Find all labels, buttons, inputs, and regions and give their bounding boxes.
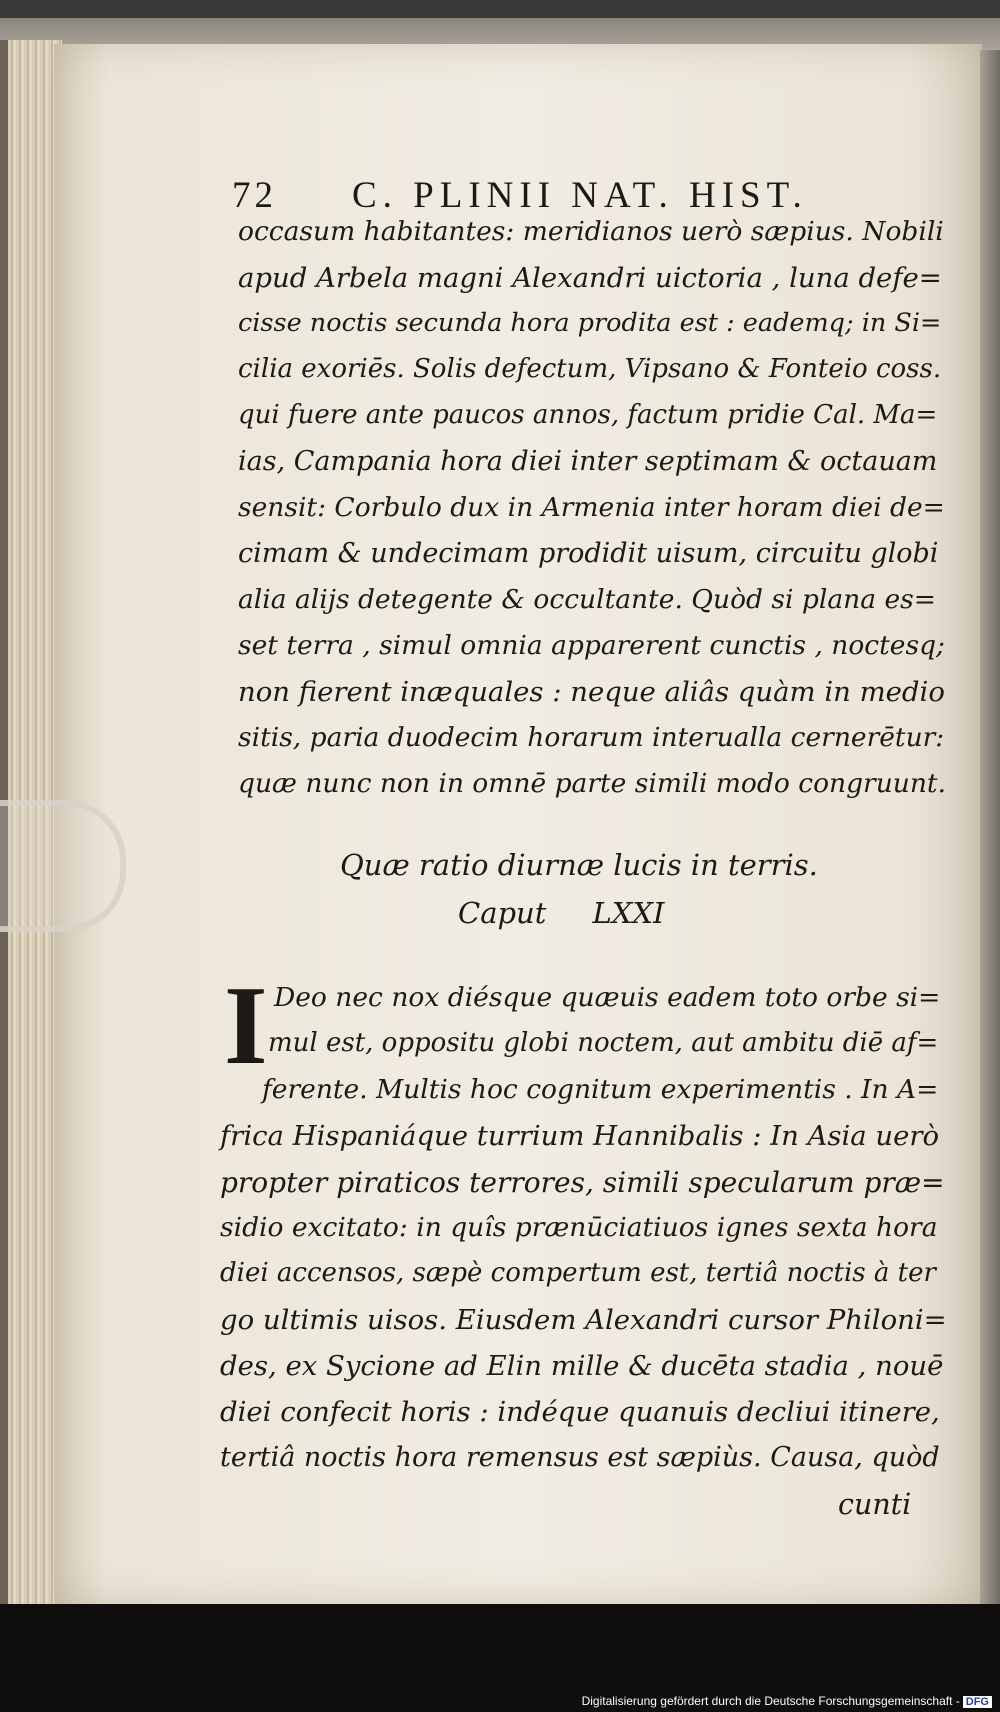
text-line: des, ex Sycione ad Elin mille & ducēta stadia , nouē (220, 1350, 944, 1382)
catchword: cunti (838, 1488, 912, 1521)
text-line: tertiâ noctis hora remensus est sæpiùs. Causa, quòd (220, 1442, 940, 1473)
right-cover-edge (980, 50, 1000, 1610)
page-number: 72 (232, 175, 277, 216)
text-line: diei accensos, sæpè compertum est, tertiâ noctis à ter (220, 1258, 936, 1288)
digitization-credit (582, 1694, 992, 1708)
text-line: set terra , simul omnia apparerent cunctis , noctesq; (238, 630, 945, 661)
text-line: Deo nec nox diésque quæuis eadem toto orbe si= (274, 982, 941, 1013)
text-line: propter piraticos terrores, simili specularum præ= (220, 1166, 945, 1199)
text-line: occasum habitantes: meridianos uerò sæpius. Nobili (238, 216, 944, 247)
text-line: ias, Campania hora diei inter septimam & octauam (238, 446, 938, 477)
text-line: sidio excitato: in quîs prænūciatiuos ignes sexta hora (220, 1212, 938, 1243)
text-line: ferente. Multis hoc cognitum experimentis . In A= (262, 1074, 939, 1105)
text-line: quæ nunc non in omnē parte simili modo congruunt. (238, 768, 946, 799)
text-line: cisse noctis secunda hora prodita est : eademq; in Si= (238, 308, 942, 338)
text-line: go ultimis uisos. Eiusdem Alexandri cursor Philoni= (220, 1304, 947, 1336)
page-clip (0, 800, 126, 932)
running-header (232, 174, 872, 218)
text-line: non fierent inæquales : neque aliâs quàm in medio (238, 676, 945, 708)
dfg-logo: DFG (963, 1696, 992, 1708)
drop-cap: I (224, 964, 268, 1088)
text-line: cilia exoriēs. Solis defectum, Vipsano & Fonteio coss. (238, 354, 942, 384)
text-line: sitis, paria duodecim horarum interualla cernerētur: (238, 722, 945, 753)
text-line: qui fuere ante paucos annos, factum pridie Cal. Ma= (238, 400, 938, 430)
running-title: C. PLINII NAT. HIST. (352, 175, 808, 216)
chapter-title: Quæ ratio diurnæ lucis in terris. (340, 848, 818, 882)
chapter-number: Caput LXXI (458, 896, 665, 930)
text-line: sensit: Corbulo dux in Armenia inter horam diei de= (238, 492, 945, 523)
text-line: diei confecit horis : indéque quanuis decliui itinere, (220, 1396, 940, 1428)
text-line: alia alijs detegente & occultante. Quòd si plana es= (238, 584, 936, 615)
text-line: frica Hispaniáque turrium Hannibalis : In Asia uerò (220, 1120, 940, 1152)
text-line: cimam & undecimam prodidit uisum, circuitu globi (238, 538, 939, 569)
text-line: apud Arbela magni Alexandri uictoria , luna defe= (238, 262, 942, 294)
text-line: mul est, oppositu globi noctem, aut ambitu diē af= (268, 1028, 939, 1058)
credit-text: Digitalisierung gefördert durch die Deutsche Forschungsgemeinschaft - (581, 1694, 960, 1708)
